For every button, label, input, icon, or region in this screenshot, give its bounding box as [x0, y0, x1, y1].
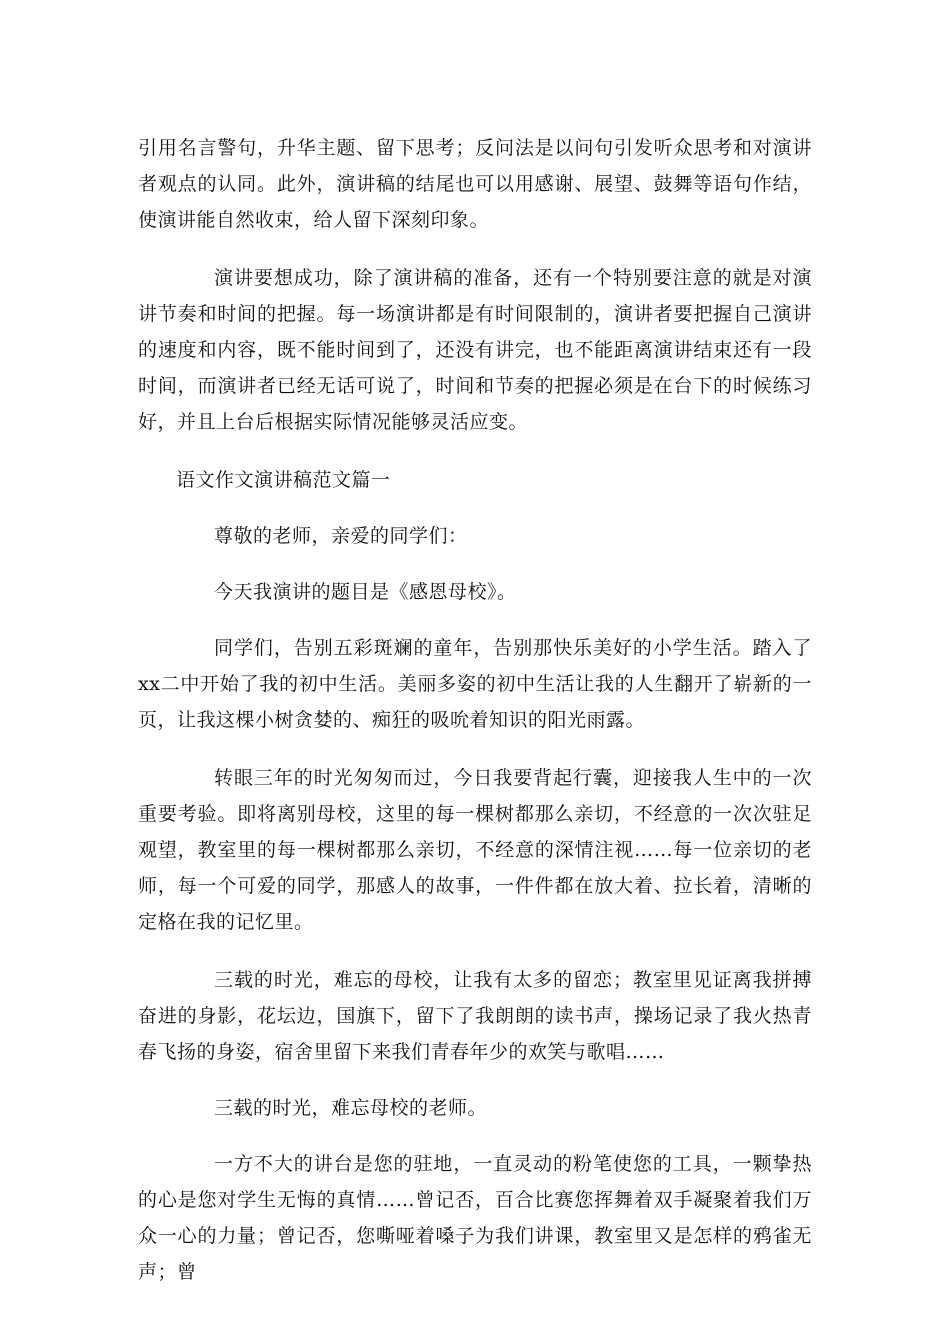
document-body	[138, 130, 812, 1290]
paragraph-memories-school: 三载的时光，难忘的母校，让我有太多的留恋；教室里见证离我拼搏奋进的身影，花坛边，国旗下，留下了我朗朗的读书声，操场记录了我火热青春飞扬的身姿，宿舍里留下来我们青春年少的欢笑与歌唱……	[138, 969, 812, 1063]
speech-topic: 今天我演讲的题目是《感恩母校》。	[214, 581, 517, 603]
paragraph-teachers: 一方不大的讲台是您的驻地，一直灵动的粉笔使您的工具，一颗挚热的心是您对学生无悔的真情……曾记否，百合比赛您挥舞着双手凝聚着我们万众一心的力量；曾记否，您嘶哑着嗓子为我们讲课，教室里又是怎样的鸦雀无声；曾	[138, 1153, 812, 1283]
paragraph-teachers-intro: 三载的时光，难忘母校的老师。	[214, 1097, 488, 1119]
salutation: 尊敬的老师，亲爱的同学们：	[214, 525, 468, 547]
paragraph-rhythm-timing: 演讲要想成功，除了演讲稿的准备，还有一个特别要注意的就是对演讲节奏和时间的把握。每一场演讲都是有时间限制的，演讲者要把握自己演讲的速度和内容，既不能时间到了，还没有讲完，也不能距离演讲结束还有一段时间，而演讲者已经无话可说了，时间和节奏的把握必须是在台下的时候练习好，并且上台后根据实际情况能够灵活应变。	[138, 267, 812, 433]
paragraph-three-years: 转眼三年的时光匆匆而过，今日我要背起行囊，迎接我人生中的一次重要考验。即将离别母校，这里的每一棵树都那么亲切，不经意的一次次驻足观望，教室里的每一棵树都那么亲切，不经意的深情注视……每一位亲切的老师，每一个可爱的同学，那感人的故事，一件件都在放大着、拉长着，清晰的定格在我的记忆里。	[138, 767, 812, 933]
paragraph-conclusion-techniques: 引用名言警句，升华主题、留下思考；反问法是以问句引发听众思考和对演讲者观点的认同。此外，演讲稿的结尾也可以用感谢、展望、鼓舞等语句作结，使演讲能自然收束，给人留下深刻印象。	[138, 137, 812, 231]
section-heading: 语文作文演讲稿范文篇一	[176, 469, 391, 491]
paragraph-farewell-childhood: 同学们，告别五彩斑斓的童年，告别那快乐美好的小学生活。踏入了xx二中开始了我的初中生活。美丽多姿的初中生活让我的人生翻开了崭新的一页，让我这棵小树贪婪的、痴狂的吸吮着知识的阳光雨露。	[138, 637, 812, 731]
